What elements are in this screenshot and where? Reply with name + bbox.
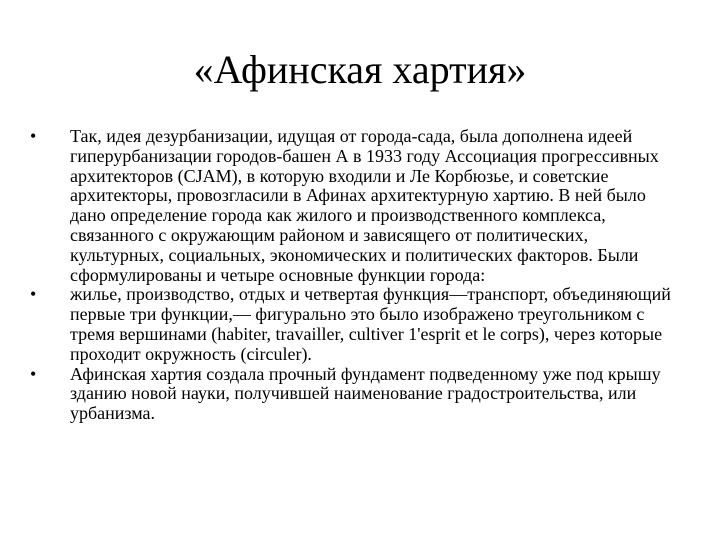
slide-title: «Афинская хартия» <box>193 47 527 92</box>
bullet-item-1 <box>30 127 680 285</box>
bullet-marker: • <box>30 126 37 146</box>
bullet-marker: • <box>30 284 37 305</box>
bullet-item-2 <box>30 285 680 364</box>
bullet-marker: • <box>30 363 37 384</box>
bullet-text-1: Так, идея дезурбанизации, идущая от города-сада, была дополнена идеей гиперурбанизации городов-башен А в 1933 году Ассоциация прогрессивных архитекторов (CJAM), в которую входили и Ле Корбюзье, и советские архитекторы, провозгласили в Афинах архитектурную хартию. В ней было дано определение города как жилого и производственного комплекса, связанного с окружающим районом и зависящего от политических, культурных, социальных, экономических и политических факторов. Были сформулированы и четыре основные функции города: <box>70 126 659 285</box>
bullet-item-3 <box>30 365 680 424</box>
bullet-text-2: жилье, производство, отдых и четвертая функция—транспорт, объединяющий первые три функции,— фигурально это было изображено треугольником с тремя вершинами (habiter, travailler, cultiver 1'esprit et le corps), через которые проходит окружность (circuler). <box>70 284 671 364</box>
bullet-list <box>30 127 680 424</box>
bullet-text-3: Афинская хартия создала прочный фундамент подведенному уже под крышу зданию новой науки, получившей наименование градостроительства, или урбанизма. <box>70 363 661 424</box>
